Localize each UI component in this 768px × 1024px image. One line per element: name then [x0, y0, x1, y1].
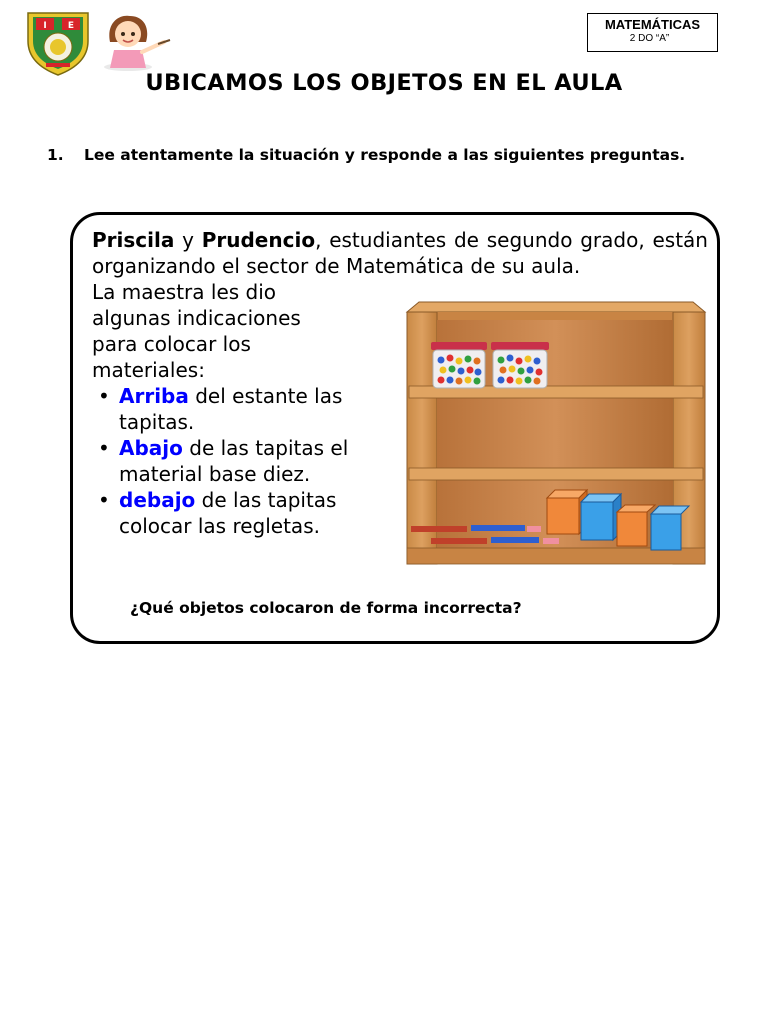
- list-item: [92, 383, 409, 435]
- instruction: [47, 144, 720, 166]
- grade-label: 2 DO “A”: [629, 33, 670, 44]
- story-lines: [92, 279, 392, 383]
- story-line: La maestra les dio: [92, 280, 277, 304]
- bullet-text: de las tapitas el material base diez.: [119, 436, 349, 486]
- story-line: para colocar los: [92, 332, 251, 356]
- bookshelf-icon: [405, 300, 707, 566]
- story-line: algunas indicaciones: [92, 306, 301, 330]
- bullet-icon: •: [98, 384, 110, 408]
- teacher-illustration: [98, 12, 174, 72]
- teacher-icon: [98, 12, 174, 72]
- bullet-text: del estante las tapitas.: [119, 384, 343, 434]
- bullet-icon: •: [98, 488, 110, 512]
- instruction-number: 1.: [47, 146, 64, 164]
- svg-text:E: E: [67, 21, 75, 31]
- school-logo: [24, 11, 92, 77]
- bullet-text: de las tapitas colocar las regletas.: [119, 488, 337, 538]
- school-crest-icon: [24, 11, 92, 77]
- question-text: ¿Qué objetos colocaron de forma incorrecta?: [130, 599, 522, 617]
- connector: y: [174, 228, 202, 252]
- intro-rest: , estudiantes de segundo grado, están organizando el sector de Matemática de su aula.: [92, 228, 708, 278]
- name-prudencio: Prudencio: [201, 228, 316, 252]
- subject-box: [587, 13, 718, 52]
- story-intro: [92, 227, 708, 279]
- list-item: [92, 487, 409, 539]
- instruction-text: Lee atentamente la situación y responde a las siguientes preguntas.: [84, 146, 686, 164]
- bullet-icon: •: [98, 436, 110, 460]
- story-line: materiales:: [92, 358, 205, 382]
- keyword-arriba: Arriba: [119, 384, 189, 408]
- bookshelf-illustration: [405, 300, 707, 566]
- keyword-abajo: Abajo: [119, 436, 183, 460]
- subject-label: MATEMÁTICAS: [604, 17, 701, 32]
- name-priscila: Priscila: [92, 228, 175, 252]
- keyword-debajo: debajo: [119, 488, 196, 512]
- list-item: [92, 435, 409, 487]
- svg-text:I: I: [43, 21, 47, 31]
- page-title: UBICAMOS LOS OBJETOS EN EL AULA: [145, 70, 623, 96]
